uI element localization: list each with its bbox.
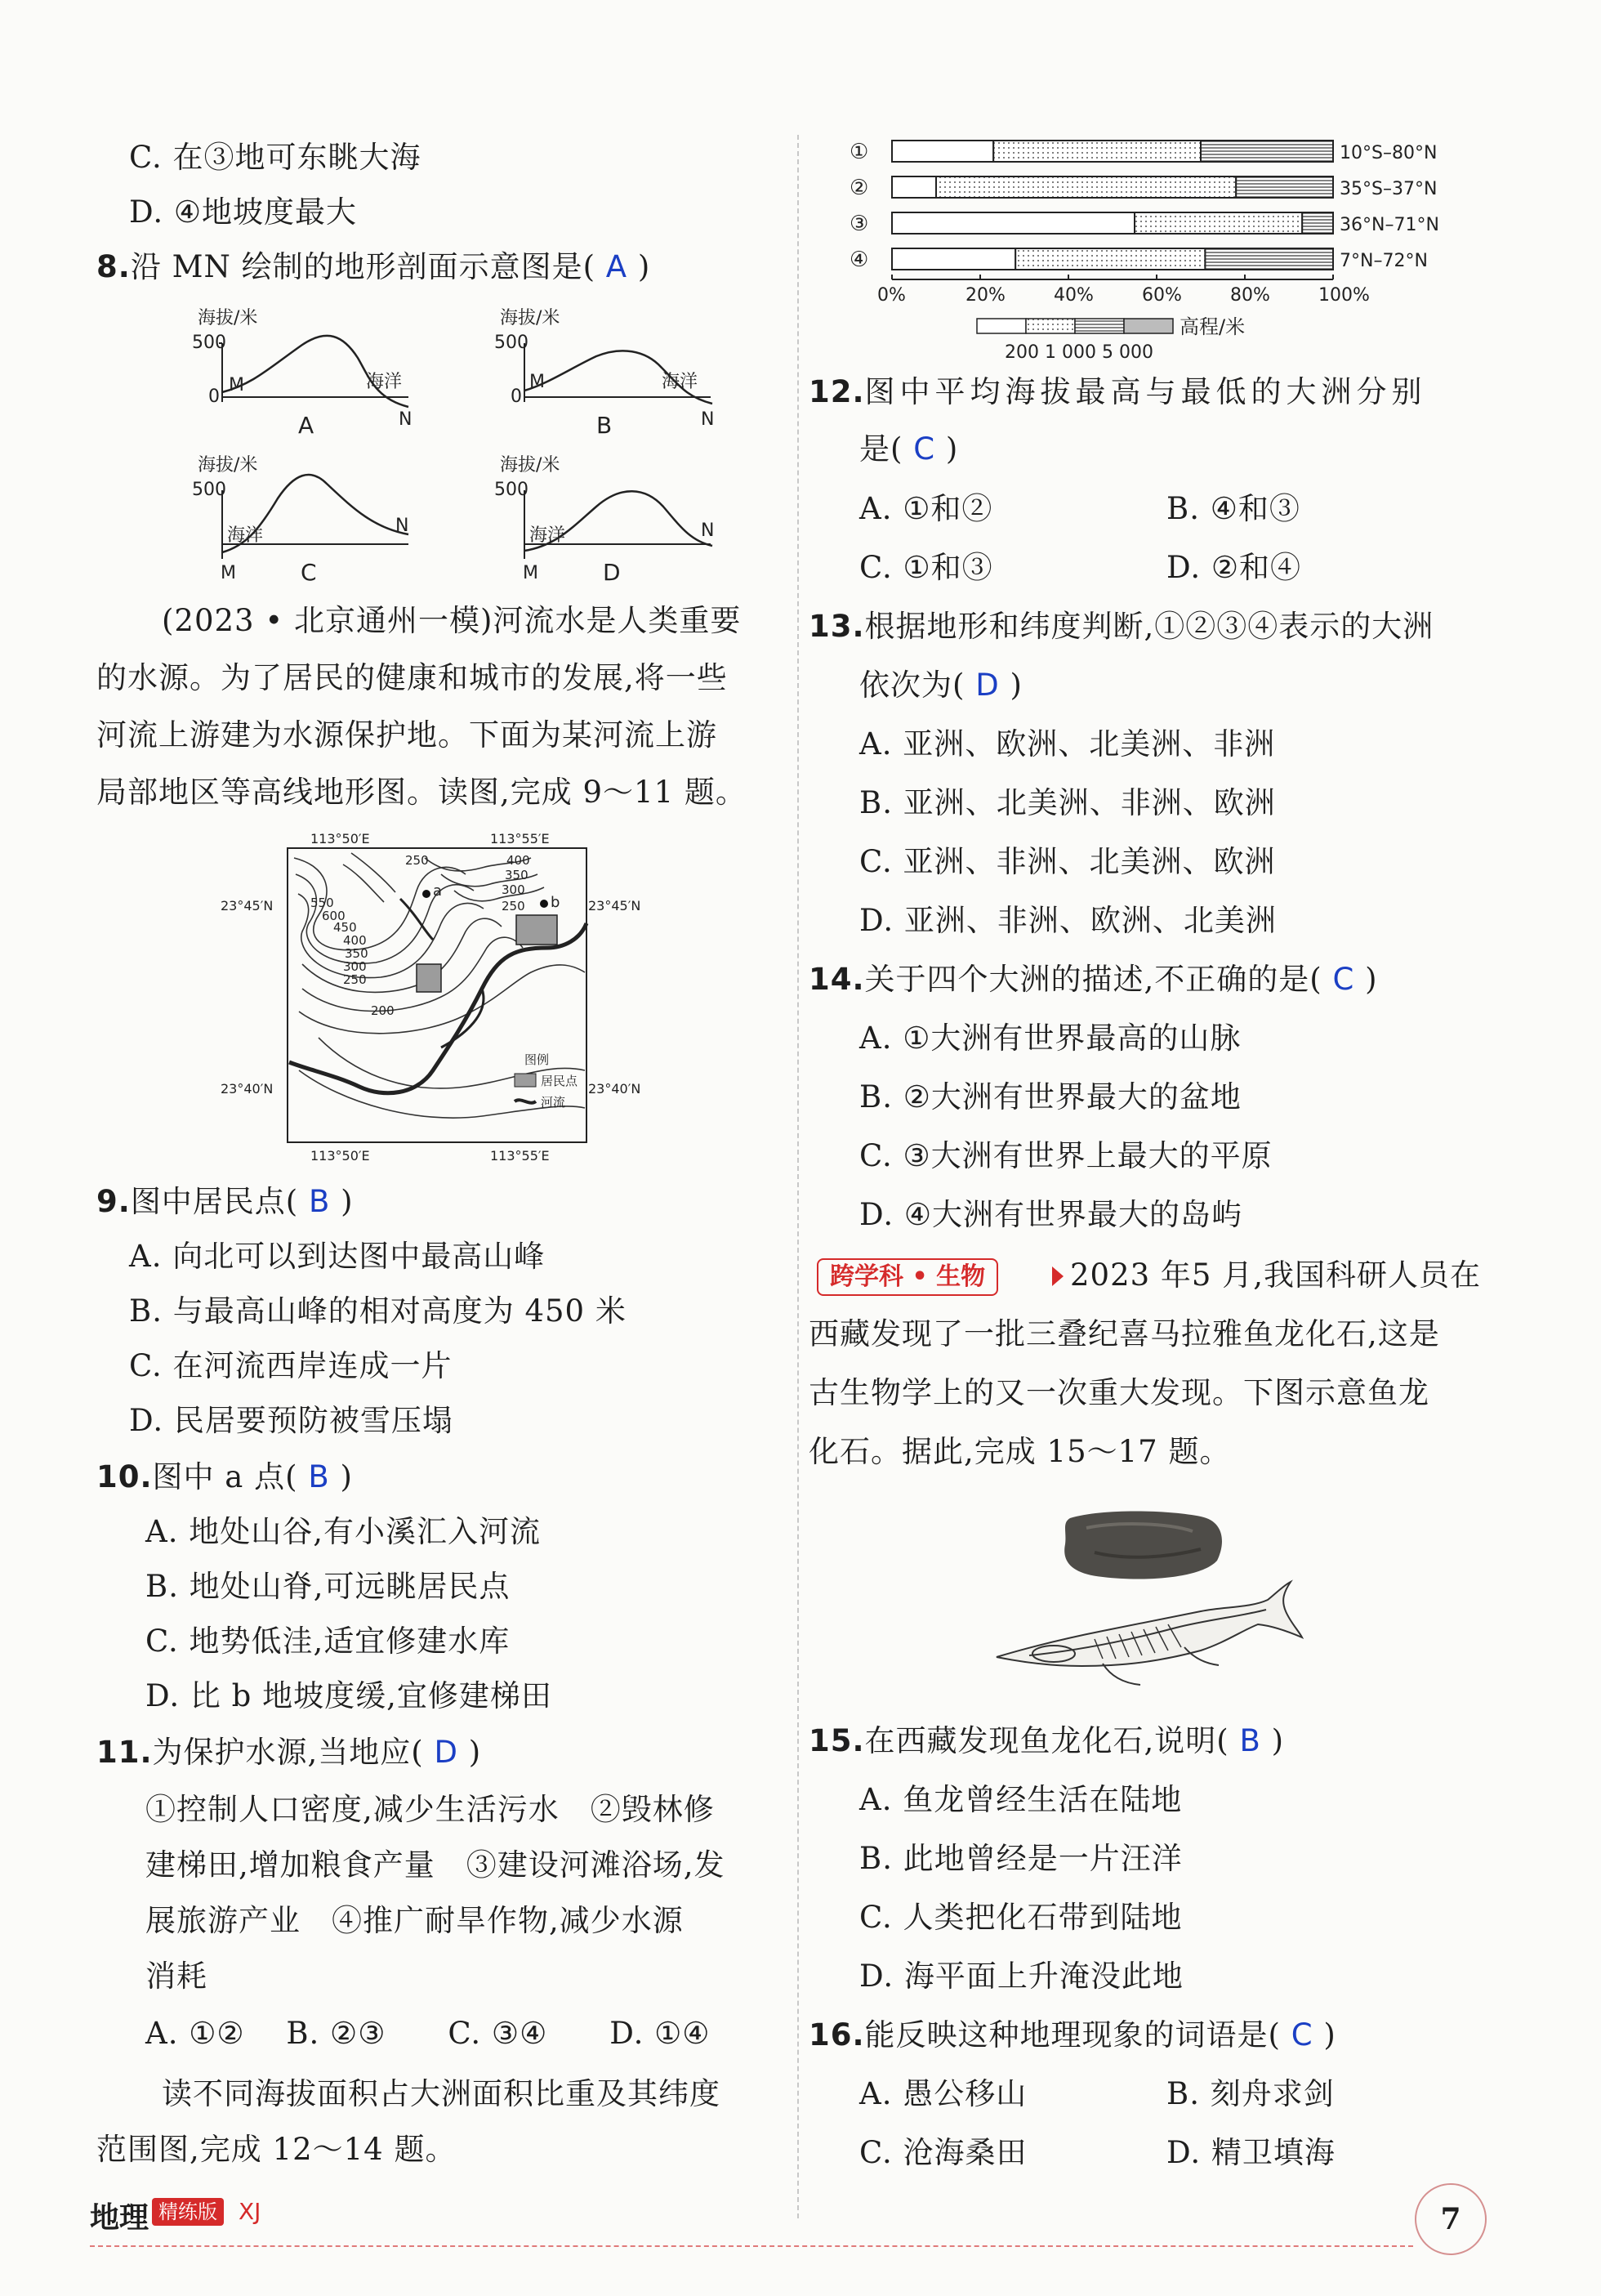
svg-text:350: 350 xyxy=(505,868,528,882)
passage1-line4: 局部地区等高线地形图。读图,完成 9～11 题。 xyxy=(96,775,747,810)
q13-option-a: A. 亚洲、欧洲、北美洲、非洲 xyxy=(859,726,1276,762)
map-lat2-right: 23°40′N xyxy=(588,1081,641,1097)
chart-bar-segment xyxy=(1236,176,1333,198)
svg-text:400: 400 xyxy=(506,853,530,868)
profile-c xyxy=(192,455,408,586)
profile-d-sea: 海洋 xyxy=(529,525,566,546)
profile-c-m: M xyxy=(221,563,236,583)
tag-arrow-icon xyxy=(1052,1266,1064,1286)
chart-x-tick-label: 80% xyxy=(1230,285,1270,306)
passage3-line2: 西藏发现了一批三叠纪喜马拉雅鱼龙化石,这是 xyxy=(809,1316,1440,1351)
q7-option-c: C. 在③地可东眺大海 xyxy=(129,140,421,175)
legend-swatch-200 xyxy=(977,319,1026,333)
profile-d xyxy=(494,455,714,586)
chart-row-label: ④ xyxy=(850,248,869,272)
profile-c-letter: C xyxy=(301,559,317,586)
chart-legend-values: 200 1 000 5 000 xyxy=(1005,342,1153,363)
profile-d-n: N xyxy=(701,520,715,541)
contour-map xyxy=(221,825,645,1168)
q11-answer: D xyxy=(434,1735,459,1770)
q14-answer: C xyxy=(1332,962,1355,997)
q10-option-c: C. 地势低洼,适宜修建水库 xyxy=(145,1624,511,1659)
q15-option-a: A. 鱼龙曾经生活在陆地 xyxy=(859,1782,1183,1817)
q11-options: A. ①② B. ②③ C. ③④ D. ①④ xyxy=(145,2016,711,2051)
profile-a-500: 500 xyxy=(192,333,226,353)
passage3-line1: 2023 年5 月,我国科研人员在 xyxy=(1070,1257,1481,1293)
svg-text:300: 300 xyxy=(343,959,367,974)
map-lon1-bottom: 113°50′E xyxy=(310,1148,370,1164)
q13-option-c: C. 亚洲、非洲、北美洲、欧洲 xyxy=(859,844,1276,879)
q12-answer: C xyxy=(913,431,936,467)
svg-text:居民点: 居民点 xyxy=(541,1074,578,1088)
passage1-line1: (2023 • 北京通州一模)河流水是人类重要 xyxy=(162,603,742,638)
profile-b-m: M xyxy=(529,372,545,392)
chart-row-label: ③ xyxy=(850,212,869,236)
chart-bar-segment xyxy=(936,176,1236,198)
elevation-latitude-chart xyxy=(850,131,1470,368)
q11-line1: ①控制人口密度,减少生活污水 ②毁林修 xyxy=(145,1792,715,1827)
chart-row-label: ② xyxy=(850,176,869,200)
footer-code: XJ xyxy=(239,2198,261,2225)
chart-bar-segment xyxy=(1201,141,1333,162)
question-15: 15.在西藏发现鱼龙化石,说明( B ) xyxy=(809,1723,1285,1758)
q16-option-c: C. 沧海桑田 xyxy=(859,2135,1028,2170)
q13-answer: D xyxy=(975,668,1000,703)
map-lon2-bottom: 113°55′E xyxy=(490,1148,550,1164)
chart-bar-segment xyxy=(993,141,1201,162)
svg-text:250: 250 xyxy=(343,972,367,987)
question-8 xyxy=(96,247,650,288)
q10-option-b: B. 地处山脊,可远眺居民点 xyxy=(145,1569,511,1604)
q12-option-c: C. ①和③ xyxy=(859,550,993,585)
profile-b-0: 0 xyxy=(511,386,522,407)
chart-x-tick-label: 20% xyxy=(966,285,1006,306)
svg-text:河流: 河流 xyxy=(541,1095,566,1110)
chart-x-tick-label: 40% xyxy=(1054,285,1094,306)
passage2-line2: 范围图,完成 12～14 题。 xyxy=(96,2132,457,2167)
profile-b-ylabel: 海拔/米 xyxy=(500,308,560,328)
q9-answer: B xyxy=(309,1184,331,1219)
passage1-line2: 的水源。为了居民的健康和城市的发展,将一些 xyxy=(96,660,728,695)
chart-bar-segment xyxy=(1015,248,1205,270)
q9-option-d: D. 民居要预防被雪压塌 xyxy=(129,1403,453,1438)
legend-swatch-5000 xyxy=(1075,319,1124,333)
profile-d-500: 500 xyxy=(494,480,528,500)
q12-option-b: B. ④和③ xyxy=(1166,491,1300,526)
q12-line2: 是( C ) xyxy=(859,431,959,467)
ichthyosaur-fossil-image xyxy=(980,1503,1307,1691)
q10-option-d: D. 比 b 地坡度缓,宜修建梯田 xyxy=(145,1678,552,1713)
q11-line3: 展旅游产业 ④推广耐旱作物,减少水源 xyxy=(145,1903,684,1938)
profile-d-ylabel: 海拔/米 xyxy=(500,455,560,476)
svg-text:350: 350 xyxy=(345,946,368,961)
map-point-a: a xyxy=(433,882,443,900)
q16-option-d: D. 精卫填海 xyxy=(1166,2135,1336,2170)
q11-line4: 消耗 xyxy=(145,1959,207,1994)
profile-a-sea: 海洋 xyxy=(366,372,403,392)
profile-c-n: N xyxy=(395,516,409,536)
q15-answer: B xyxy=(1239,1723,1261,1758)
chart-row-label: ① xyxy=(850,140,869,164)
map-contour-labels xyxy=(310,853,530,1018)
q8-answer: A xyxy=(605,249,628,284)
profile-b xyxy=(494,308,714,439)
profile-b-sea: 海洋 xyxy=(662,372,698,392)
chart-bar-segment xyxy=(1135,212,1302,234)
question-13: 13.根据地形和纬度判断,①②③④表示的大洲 xyxy=(809,609,1434,644)
q14-option-a: A. ①大洲有世界最高的山脉 xyxy=(859,1021,1242,1056)
chart-latitude-label: 10°S–80°N xyxy=(1340,143,1438,163)
profile-b-letter: B xyxy=(596,412,613,439)
q10-option-a: A. 地处山谷,有小溪汇入河流 xyxy=(145,1514,542,1549)
profile-b-500: 500 xyxy=(494,333,528,353)
chart-bar-segment xyxy=(892,176,936,198)
page-number: 7 xyxy=(1415,2183,1487,2255)
legend-swatch-1000 xyxy=(1026,319,1075,333)
passage1-line3: 河流上游建为水源保护地。下面为某河流上游 xyxy=(96,717,717,753)
question-10: 10.图中 a 点( B ) xyxy=(96,1459,353,1494)
profile-a xyxy=(192,308,412,439)
profile-d-letter: D xyxy=(603,559,621,586)
profile-c-sea: 海洋 xyxy=(227,525,264,546)
q14-option-d: D. ④大洲有世界最大的岛屿 xyxy=(859,1197,1243,1232)
q11-line2: 建梯田,增加粮食产量 ③建设河滩浴场,发 xyxy=(145,1847,725,1883)
chart-x-tick-label: 0% xyxy=(877,285,906,306)
q9-option-c: C. 在河流西岸连成一片 xyxy=(129,1348,453,1383)
chart-x-tick-label: 60% xyxy=(1142,285,1182,306)
column-divider xyxy=(797,135,799,2218)
map-lat2-left: 23°40′N xyxy=(221,1081,274,1097)
svg-text:300: 300 xyxy=(502,882,525,897)
chart-latitude-label: 36°N–71°N xyxy=(1340,215,1439,235)
svg-text:200: 200 xyxy=(371,1003,395,1018)
profile-a-ylabel: 海拔/米 xyxy=(198,308,258,328)
passage3-line4: 化石。据此,完成 15～17 题。 xyxy=(809,1434,1231,1469)
question-16: 16.能反映这种地理现象的词语是( C ) xyxy=(809,2017,1336,2053)
chart-latitude-label: 35°S–37°N xyxy=(1340,179,1438,199)
q7-option-d: D. ④地坡度最大 xyxy=(129,194,358,230)
question-11: 11.为保护水源,当地应( D ) xyxy=(96,1735,482,1770)
profile-d-m: M xyxy=(523,563,538,583)
question-9: 9.图中居民点( B ) xyxy=(96,1184,354,1219)
q12-option-d: D. ②和④ xyxy=(1166,550,1302,585)
q16-option-a: A. 愚公移山 xyxy=(859,2076,1028,2111)
q15-option-d: D. 海平面上升淹没此地 xyxy=(859,1959,1184,1994)
q10-answer: B xyxy=(308,1459,330,1494)
profile-a-m: M xyxy=(229,375,244,395)
legend-swatch-top xyxy=(1124,319,1173,333)
q15-option-b: B. 此地曾经是一片汪洋 xyxy=(859,1841,1183,1876)
q13-option-d: D. 亚洲、非洲、欧洲、北美洲 xyxy=(859,903,1277,938)
map-lat1-left: 23°45′N xyxy=(221,898,274,913)
svg-text:400: 400 xyxy=(343,933,367,948)
q8-text: 沿 MN 绘制的地形剖面示意图是( xyxy=(130,249,596,284)
svg-text:250: 250 xyxy=(502,899,525,913)
q8-number: 8. xyxy=(96,249,131,284)
map-lon1-top: 113°50′E xyxy=(310,831,370,846)
profile-a-0: 0 xyxy=(208,386,220,407)
passage2-line1: 读不同海拔面积占大洲面积比重及其纬度 xyxy=(162,2076,720,2111)
svg-text:250: 250 xyxy=(405,853,429,868)
chart-legend xyxy=(977,315,1245,363)
chart-x-tick-label: 100% xyxy=(1318,285,1370,306)
q9-option-b: B. 与最高山峰的相对高度为 450 米 xyxy=(129,1293,627,1329)
chart-legend-label: 高程/米 xyxy=(1180,315,1246,338)
footer-divider xyxy=(90,2245,1413,2247)
q14-option-b: B. ②大洲有世界最大的盆地 xyxy=(859,1079,1242,1114)
q14-option-c: C. ③大洲有世界上最大的平原 xyxy=(859,1138,1273,1173)
q13-line2: 依次为( D ) xyxy=(859,668,1023,703)
svg-text:450: 450 xyxy=(333,920,357,935)
question-14: 14.关于四个大洲的描述,不正确的是( C ) xyxy=(809,962,1378,997)
profile-c-500: 500 xyxy=(192,480,226,500)
profile-a-letter: A xyxy=(298,412,314,439)
profile-a-n: N xyxy=(399,409,413,430)
svg-text:图例: 图例 xyxy=(524,1052,550,1067)
map-legend xyxy=(515,1052,578,1110)
chart-bar-segment xyxy=(892,212,1135,234)
svg-text:550: 550 xyxy=(310,896,334,910)
chart-bar-segment xyxy=(1302,212,1333,234)
q13-option-b: B. 亚洲、北美洲、非洲、欧洲 xyxy=(859,785,1276,820)
question-12: 12.图中平均海拔最高与最低的大洲分别 xyxy=(809,374,1427,409)
map-lat1-right: 23°45′N xyxy=(588,898,641,913)
footer-subject: 地理 xyxy=(90,2201,149,2235)
passage3-line3: 古生物学上的又一次重大发现。下图示意鱼龙 xyxy=(809,1375,1429,1410)
chart-bar-segment xyxy=(892,141,993,162)
cross-subject-tag: 跨学科 • 生物 xyxy=(817,1258,998,1296)
q9-option-a: A. 向北可以到达图中最高山峰 xyxy=(129,1239,546,1274)
chart-latitude-label: 7°N–72°N xyxy=(1340,251,1428,271)
profile-b-n: N xyxy=(701,409,715,430)
q16-answer: C xyxy=(1291,2017,1313,2053)
map-point-b: b xyxy=(551,894,560,911)
footer-edition-badge: 精练版 xyxy=(152,2198,224,2226)
profile-figures xyxy=(180,302,735,588)
svg-text:600: 600 xyxy=(322,909,346,923)
q8-close: ) xyxy=(637,249,651,284)
profile-c-ylabel: 海拔/米 xyxy=(198,455,258,476)
q15-option-c: C. 人类把化石带到陆地 xyxy=(859,1900,1183,1935)
q12-option-a: A. ①和② xyxy=(859,491,993,526)
map-lon2-top: 113°55′E xyxy=(490,831,550,846)
chart-bar-segment xyxy=(1205,248,1333,270)
q16-option-b: B. 刻舟求剑 xyxy=(1166,2076,1335,2111)
chart-bar-segment xyxy=(892,248,1015,270)
